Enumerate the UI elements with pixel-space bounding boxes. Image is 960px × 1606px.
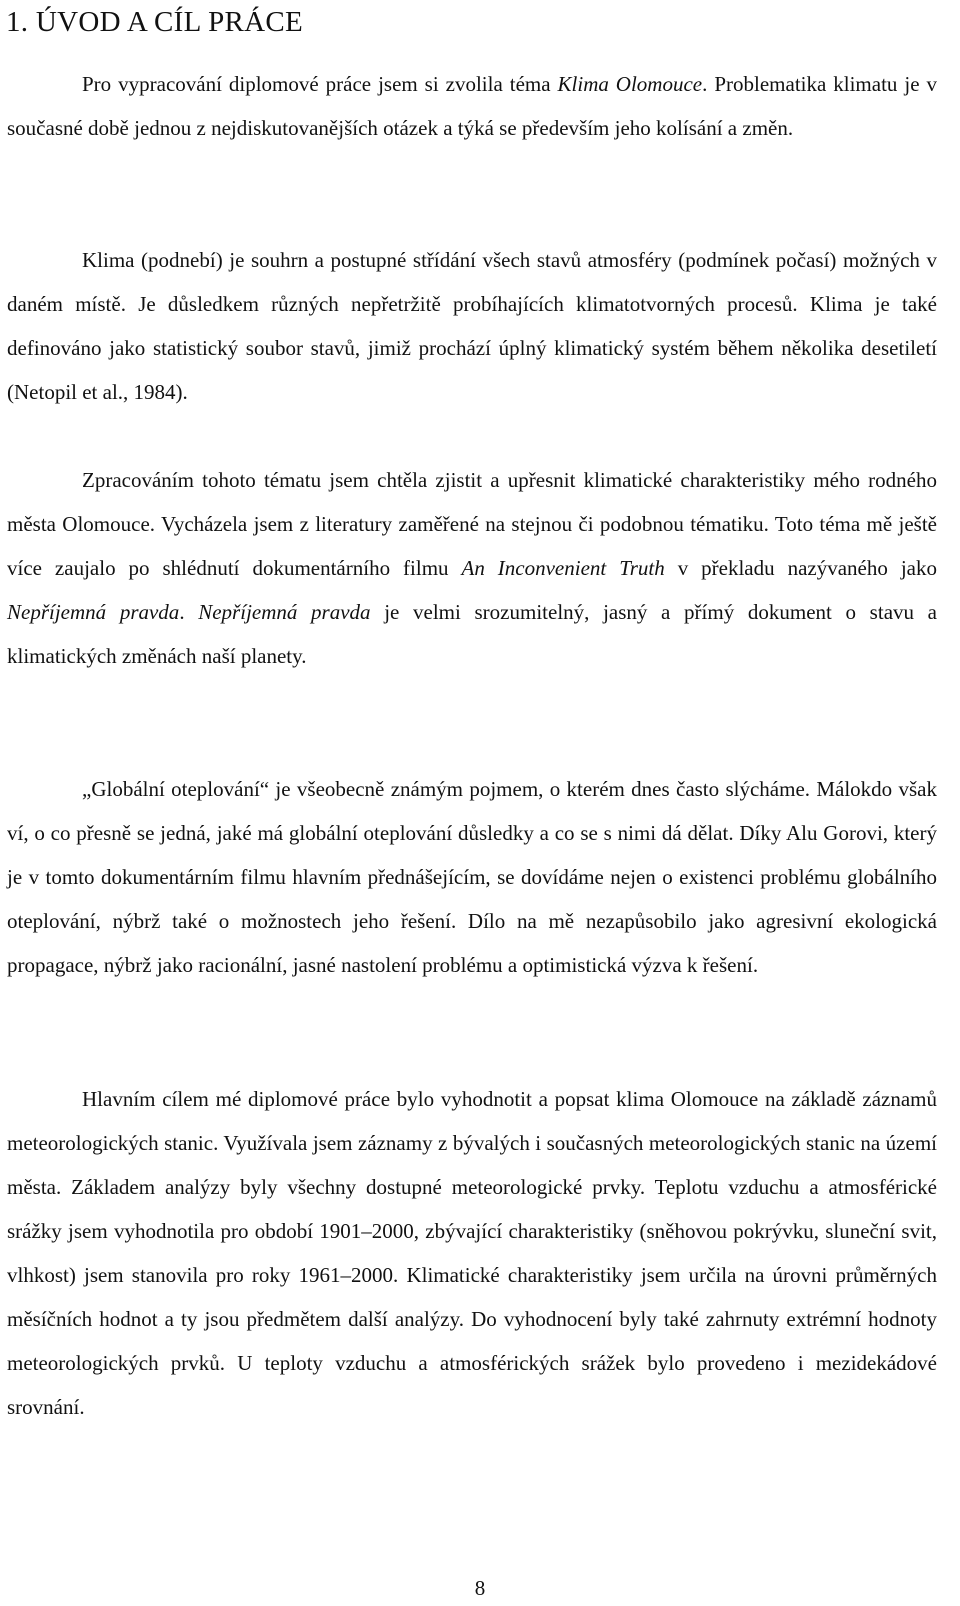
text-segment: .: [179, 600, 199, 624]
paragraph-motivation: [7, 458, 937, 678]
text-segment: Klima (podnebí) je souhrn a postupné střídání všech stavů atmosféry (podmínek počasí) možných v daném místě. Je důsledkem různých nepřetržitě probíhajících klimatotvorných procesů. Klima je také definováno jako statistický soubor stavů, jimiž prochází úplný klimatický systém během několika desetiletí (Netopil et al., 1984).: [7, 248, 937, 404]
page-number: 8: [474, 1576, 486, 1600]
text-segment: je velmi srozumitelný, jasný a přímý dokument o stavu a klimatických změnách naší planety.: [7, 600, 937, 668]
paragraph-climate-definition: [7, 238, 937, 414]
text-segment-italic: Klima Olomouce: [557, 72, 703, 96]
text-segment-italic: Nepříjemná pravda: [198, 600, 371, 624]
text-segment: Zpracováním tohoto tématu jsem chtěla zjistit a upřesnit klimatické charakteristiky mého rodného města Olomouce. Vycházela jsem z literatury zaměřené na stejnou či podobnou tématiku. Toto téma mě ještě více zaujalo po shlédnutí dokumentárního filmu: [7, 468, 937, 580]
text-segment-italic: An Inconvenient Truth: [461, 556, 665, 580]
text-segment: . Problematika klimatu je v současné době jednou z nejdiskutovanějších otázek a týká se především jeho kolísání a změn.: [7, 72, 937, 140]
text-segment: „Globální oteplování“ je všeobecně známým pojmem, o kterém dnes často slýcháme. Málokdo však ví, o co přesně se jedná, jaké má globální oteplování důsledky a co se s nimi dá dělat. Díky Alu Gorovi, který je v tomto dokumentárním filmu hlavním přednášejícím, se dovídáme nejen o existenci problému globálního oteplování, nýbrž také o možnostech jeho řešení. Dílo na mě nezapůsobilo jako agresivní ekologická propagace, nýbrž jako racionální, jasné nastolení problému a optimistická výzva k řešení.: [7, 777, 937, 977]
chapter-heading: 1. ÚVOD A CÍL PRÁCE: [6, 6, 304, 38]
paragraph-main-goal: [7, 1077, 937, 1429]
text-segment-italic: Nepříjemná pravda: [7, 600, 180, 624]
text-segment: Pro vypracování diplomové práce jsem si zvolila téma: [82, 72, 558, 96]
paragraph-intro-topic: [7, 62, 937, 150]
paragraph-global-warming: [7, 767, 937, 987]
text-segment: v překladu nazývaného jako: [664, 556, 937, 580]
text-segment: Hlavním cílem mé diplomové práce bylo vyhodnotit a popsat klima Olomouce na základě záznamů meteorologických stanic. Využívala jsem záznamy z bývalých i současných meteorologických stanic na území města. Základem analýzy byly všechny dostupné meteorologické prvky. Teplotu vzduchu a atmosférické srážky jsem vyhodnotila pro období 1901–2000, zbývající charakteristiky (sněhovou pokrývku, sluneční svit, vlhkost) jsem stanovila pro roky 1961–2000. Klimatické charakteristiky jsem určila na úrovni průměrných měsíčních hodnot a ty jsou předmětem další analýzy. Do vyhodnocení byly také zahrnuty extrémní hodnoty meteorologických prvků. U teploty vzduchu a atmosférických srážek bylo provedeno i mezidekádové srovnání.: [7, 1087, 937, 1419]
